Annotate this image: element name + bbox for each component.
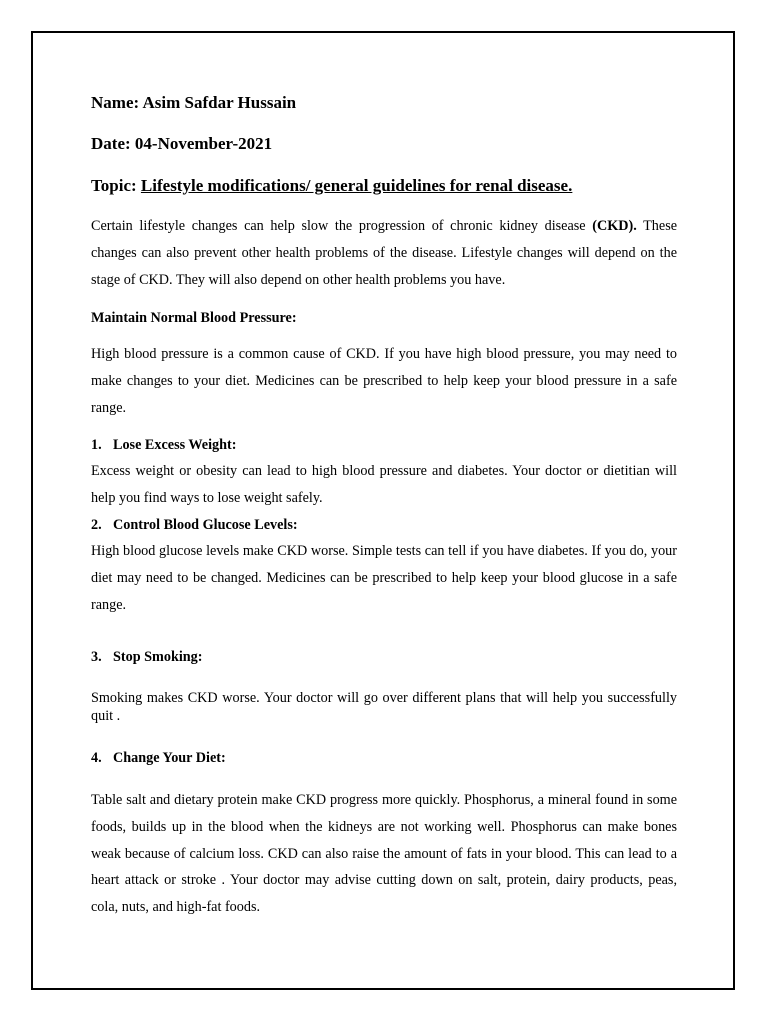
item-3-title: Stop Smoking: (113, 649, 203, 665)
intro-text-before: Certain lifestyle changes can help slow the progression of chronic kidney disease (91, 218, 593, 234)
intro-paragraph (91, 213, 677, 293)
bp-heading: Maintain Normal Blood Pressure: (91, 310, 297, 326)
item-1-paragraph: Excess weight or obesity can lead to high blood pressure and diabetes. Your doctor or dietitian will help you find ways to lose weight safely. (91, 463, 677, 506)
date-label: Date: (91, 134, 131, 153)
item-3-heading (91, 649, 203, 666)
topic-label: Topic: (91, 176, 137, 195)
item-4-title: Change Your Diet: (113, 750, 226, 766)
name-line (91, 93, 296, 113)
topic-line (91, 176, 572, 196)
item-4-number: 4. (91, 750, 102, 766)
item-2-paragraph: High blood glucose levels make CKD worse. Simple tests can tell if you have diabetes. If you do, your diet may need to be changed. Medicines can be prescribed to help keep your blood glucose in a safe range. (91, 543, 677, 613)
name-label: Name: (91, 93, 140, 112)
item-1-number: 1. (91, 437, 102, 453)
date-value: 04-November-2021 (134, 134, 273, 153)
intro-text-after: These changes can also prevent other health problems of the disease. Lifestyle changes will depend on the stage of CKD. They will also depend on other health problems you have. (91, 218, 678, 288)
intro-bold-ckd: (CKD). (592, 218, 637, 234)
item-3-paragraph: Smoking makes CKD worse. Your doctor will go over different plans that will help you successfully quit . (91, 690, 677, 724)
item-4-heading (91, 750, 226, 767)
item-2-heading (91, 517, 298, 534)
bp-paragraph: High blood pressure is a common cause of CKD. If you have high blood pressure, you may need to make changes to your diet. Medicines can be prescribed to help keep your blood pressure in a safe range. (91, 346, 677, 416)
name-value: Asim Safdar Hussain (142, 93, 297, 112)
item-1-heading (91, 437, 236, 454)
topic-value: Lifestyle modifications/ general guidelines for renal disease. (140, 176, 573, 195)
item-4-paragraph: Table salt and dietary protein make CKD progress more quickly. Phosphorus, a mineral found in some foods, builds up in the blood when the kidneys are not working well. Phosphorus can make bones weak because of calcium loss. CKD can also raise the amount of fats in your blood. This can lead to a heart attack or stroke . Your doctor may advise cutting down on salt, protein, dairy products, peas, cola, nuts, and high-fat foods. (91, 792, 677, 916)
item-2-title: Control Blood Glucose Levels: (113, 517, 298, 533)
item-2-number: 2. (91, 517, 102, 533)
item-3-number: 3. (91, 649, 102, 665)
item-1-title: Lose Excess Weight: (113, 437, 237, 453)
date-line (91, 134, 272, 154)
